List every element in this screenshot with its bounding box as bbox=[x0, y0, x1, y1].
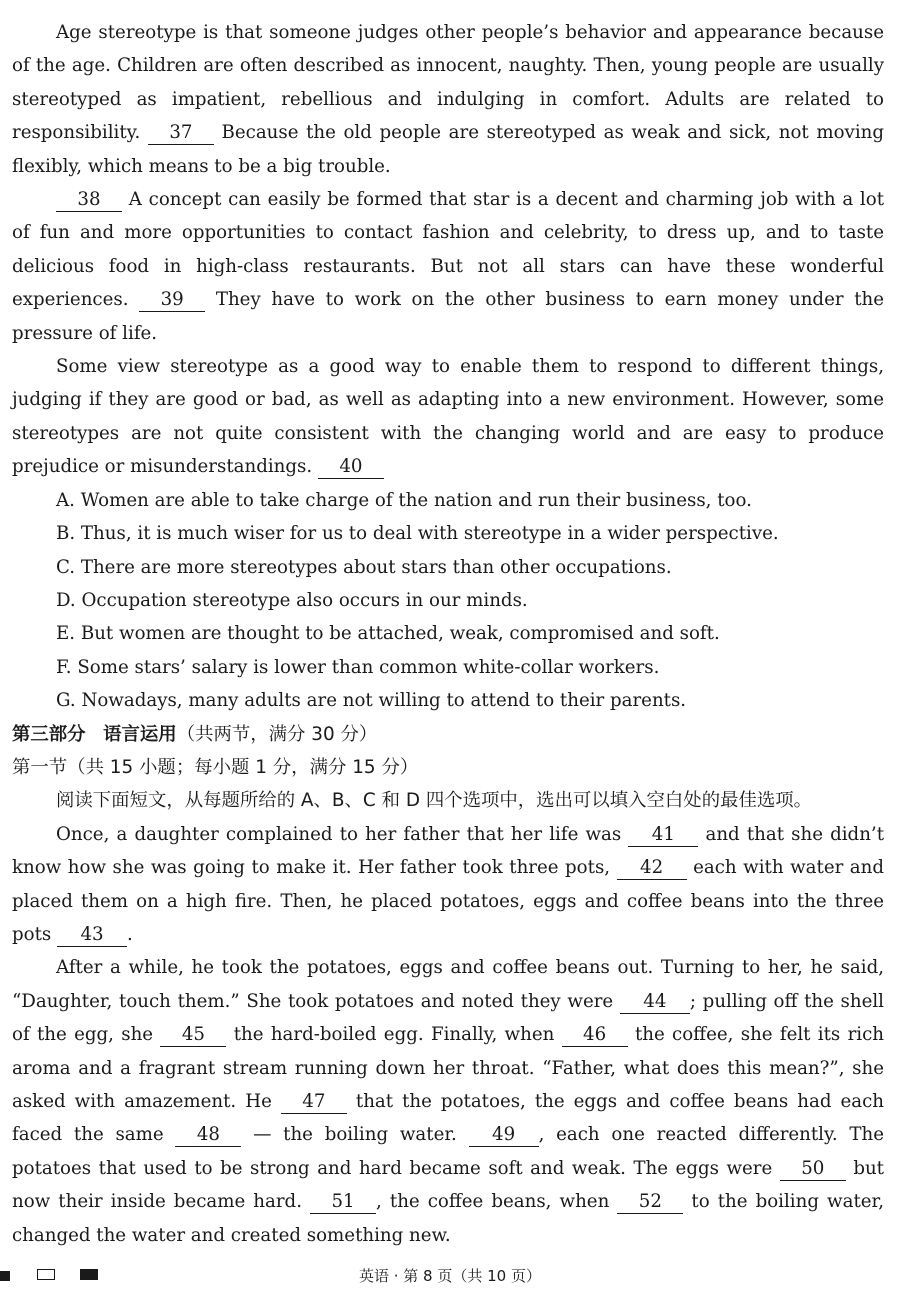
passage1-p3-text: Some view stereotype as a good way to enable them to respond to different things, judging if they are good or bad, as well as adapting into a new environment. However, some stereotypes are not quite consistent with the changing world and are easy to produce prejudice or misunderstandings. bbox=[12, 356, 884, 478]
passage2-p2-text-8: but now their inside became hard. bbox=[12, 1157, 884, 1213]
passage2-p2-text-6: — the boiling water. bbox=[241, 1124, 469, 1146]
passage2-p2-text-2: ; pulling off the shell of the egg, she bbox=[12, 990, 884, 1046]
option-f: F. Some stars’ salary is lower than common white-collar workers. bbox=[56, 656, 660, 678]
blank-47: 47 bbox=[281, 1091, 347, 1114]
option-a: A. Women are able to take charge of the nation and run their business, too. bbox=[56, 489, 752, 511]
blank-48: 48 bbox=[175, 1124, 241, 1147]
passage2-p2-text-3: the hard-boiled egg. Finally, when bbox=[226, 1024, 562, 1046]
blank-51: 51 bbox=[310, 1191, 376, 1214]
option-e: E. But women are thought to be attached, weak, compromised and soft. bbox=[56, 623, 720, 645]
passage2-p2-text-9: , the coffee beans, when bbox=[376, 1191, 618, 1213]
blank-40: 40 bbox=[318, 456, 384, 479]
section-instruction: 阅读下面短文，从每题所给的 A、B、C 和 D 四个选项中，选出可以填入空白处的最佳选项。 bbox=[56, 790, 813, 812]
passage2-p2-text-4: the coffee, she felt its rich aroma and a fragrant stream running down her throat. “Father, what does this mean?”, she asked with amazement. He bbox=[12, 1024, 884, 1112]
passage2-p2-text-5: that the potatoes, the eggs and coffee beans had each faced the same bbox=[12, 1091, 885, 1146]
blank-49: 49 bbox=[469, 1124, 539, 1147]
passage1-p1-text: Age stereotype is that someone judges other people’s behavior and appearance because of the age. Children are often described as innocent, naughty. Then, young people are usually stereotyped as impatient, rebellious and indulging in comfort. Adults are related to responsibility. bbox=[12, 22, 884, 144]
part-note: （共两节，满分 30 分） bbox=[176, 723, 378, 745]
blank-42: 42 bbox=[617, 857, 687, 880]
passage2-p1-text-2: and that she didn’t know how she was going to make it. Her father took three pots, bbox=[12, 823, 884, 879]
passage1-p2-text-2: They have to work on the other business to earn money under the pressure of life. bbox=[12, 289, 884, 344]
page-number: 英语 · 第 8 页（共 10 页） bbox=[358, 1267, 541, 1285]
page-footer bbox=[0, 1263, 900, 1289]
option-d: D. Occupation stereotype also occurs in our minds. bbox=[56, 589, 528, 611]
option-b: B. Thus, it is much wiser for us to deal with stereotype in a wider perspective. bbox=[56, 523, 779, 545]
option-g: G. Nowadays, many adults are not willing to attend to their parents. bbox=[56, 690, 687, 712]
blank-38: 38 bbox=[56, 189, 122, 212]
blank-43: 43 bbox=[57, 924, 127, 947]
blank-46: 46 bbox=[562, 1024, 628, 1047]
passage2-p2-text-7: , each one reacted differently. The potatoes that used to be strong and hard became soft and weak. The eggs were bbox=[12, 1124, 885, 1179]
passage2-p1-text-4: . bbox=[127, 923, 133, 945]
blank-45: 45 bbox=[160, 1024, 226, 1047]
blank-39: 39 bbox=[139, 289, 205, 312]
blank-37: 37 bbox=[148, 122, 214, 145]
passage2-p2-text: After a while, he took the potatoes, eggs and coffee beans out. Turning to her, he said, “Daughter, touch them.” She took potatoes and noted they were bbox=[12, 957, 884, 1012]
part-three-heading bbox=[12, 718, 884, 751]
blank-41: 41 bbox=[628, 824, 698, 847]
part-title: 语言运用 bbox=[103, 723, 177, 745]
passage1-paragraph-1 bbox=[12, 16, 884, 183]
option-c: C. There are more stereotypes about stars than other occupations. bbox=[56, 556, 672, 578]
passage2-paragraph-2 bbox=[12, 951, 884, 1252]
exam-page bbox=[12, 16, 884, 1252]
blank-44: 44 bbox=[620, 991, 690, 1014]
blank-50: 50 bbox=[780, 1158, 846, 1181]
passage2-paragraph-1 bbox=[12, 818, 884, 952]
passage2-p2-text-10: to the boiling water, changed the water and created something new. bbox=[12, 1191, 884, 1246]
blank-52: 52 bbox=[617, 1191, 683, 1214]
passage1-p1-text-2: Because the old people are stereotyped as weak and sick, not moving flexibly, which means to be a big trouble. bbox=[12, 122, 884, 177]
section-one-heading: 第一节（共 15 小题；每小题 1 分，满分 15 分） bbox=[12, 756, 419, 778]
part-label: 第三部分 bbox=[12, 723, 86, 745]
passage2-p1-text-3: each with water and placed them on a high fire. Then, he placed potatoes, eggs and coffee beans into the three pots bbox=[12, 857, 885, 945]
passage1-paragraph-3 bbox=[12, 350, 884, 484]
passage2-p1-text: Once, a daughter complained to her father that her life was bbox=[56, 823, 629, 845]
passage1-paragraph-2 bbox=[12, 183, 884, 350]
passage1-p2-text: A concept can easily be formed that star is a decent and charming job with a lot of fun and more opportunities to contact fashion and celebrity, to dress up, and to taste delicious food in high-class restaurants. But not all stars can have these wonderful experiences. bbox=[12, 189, 884, 311]
